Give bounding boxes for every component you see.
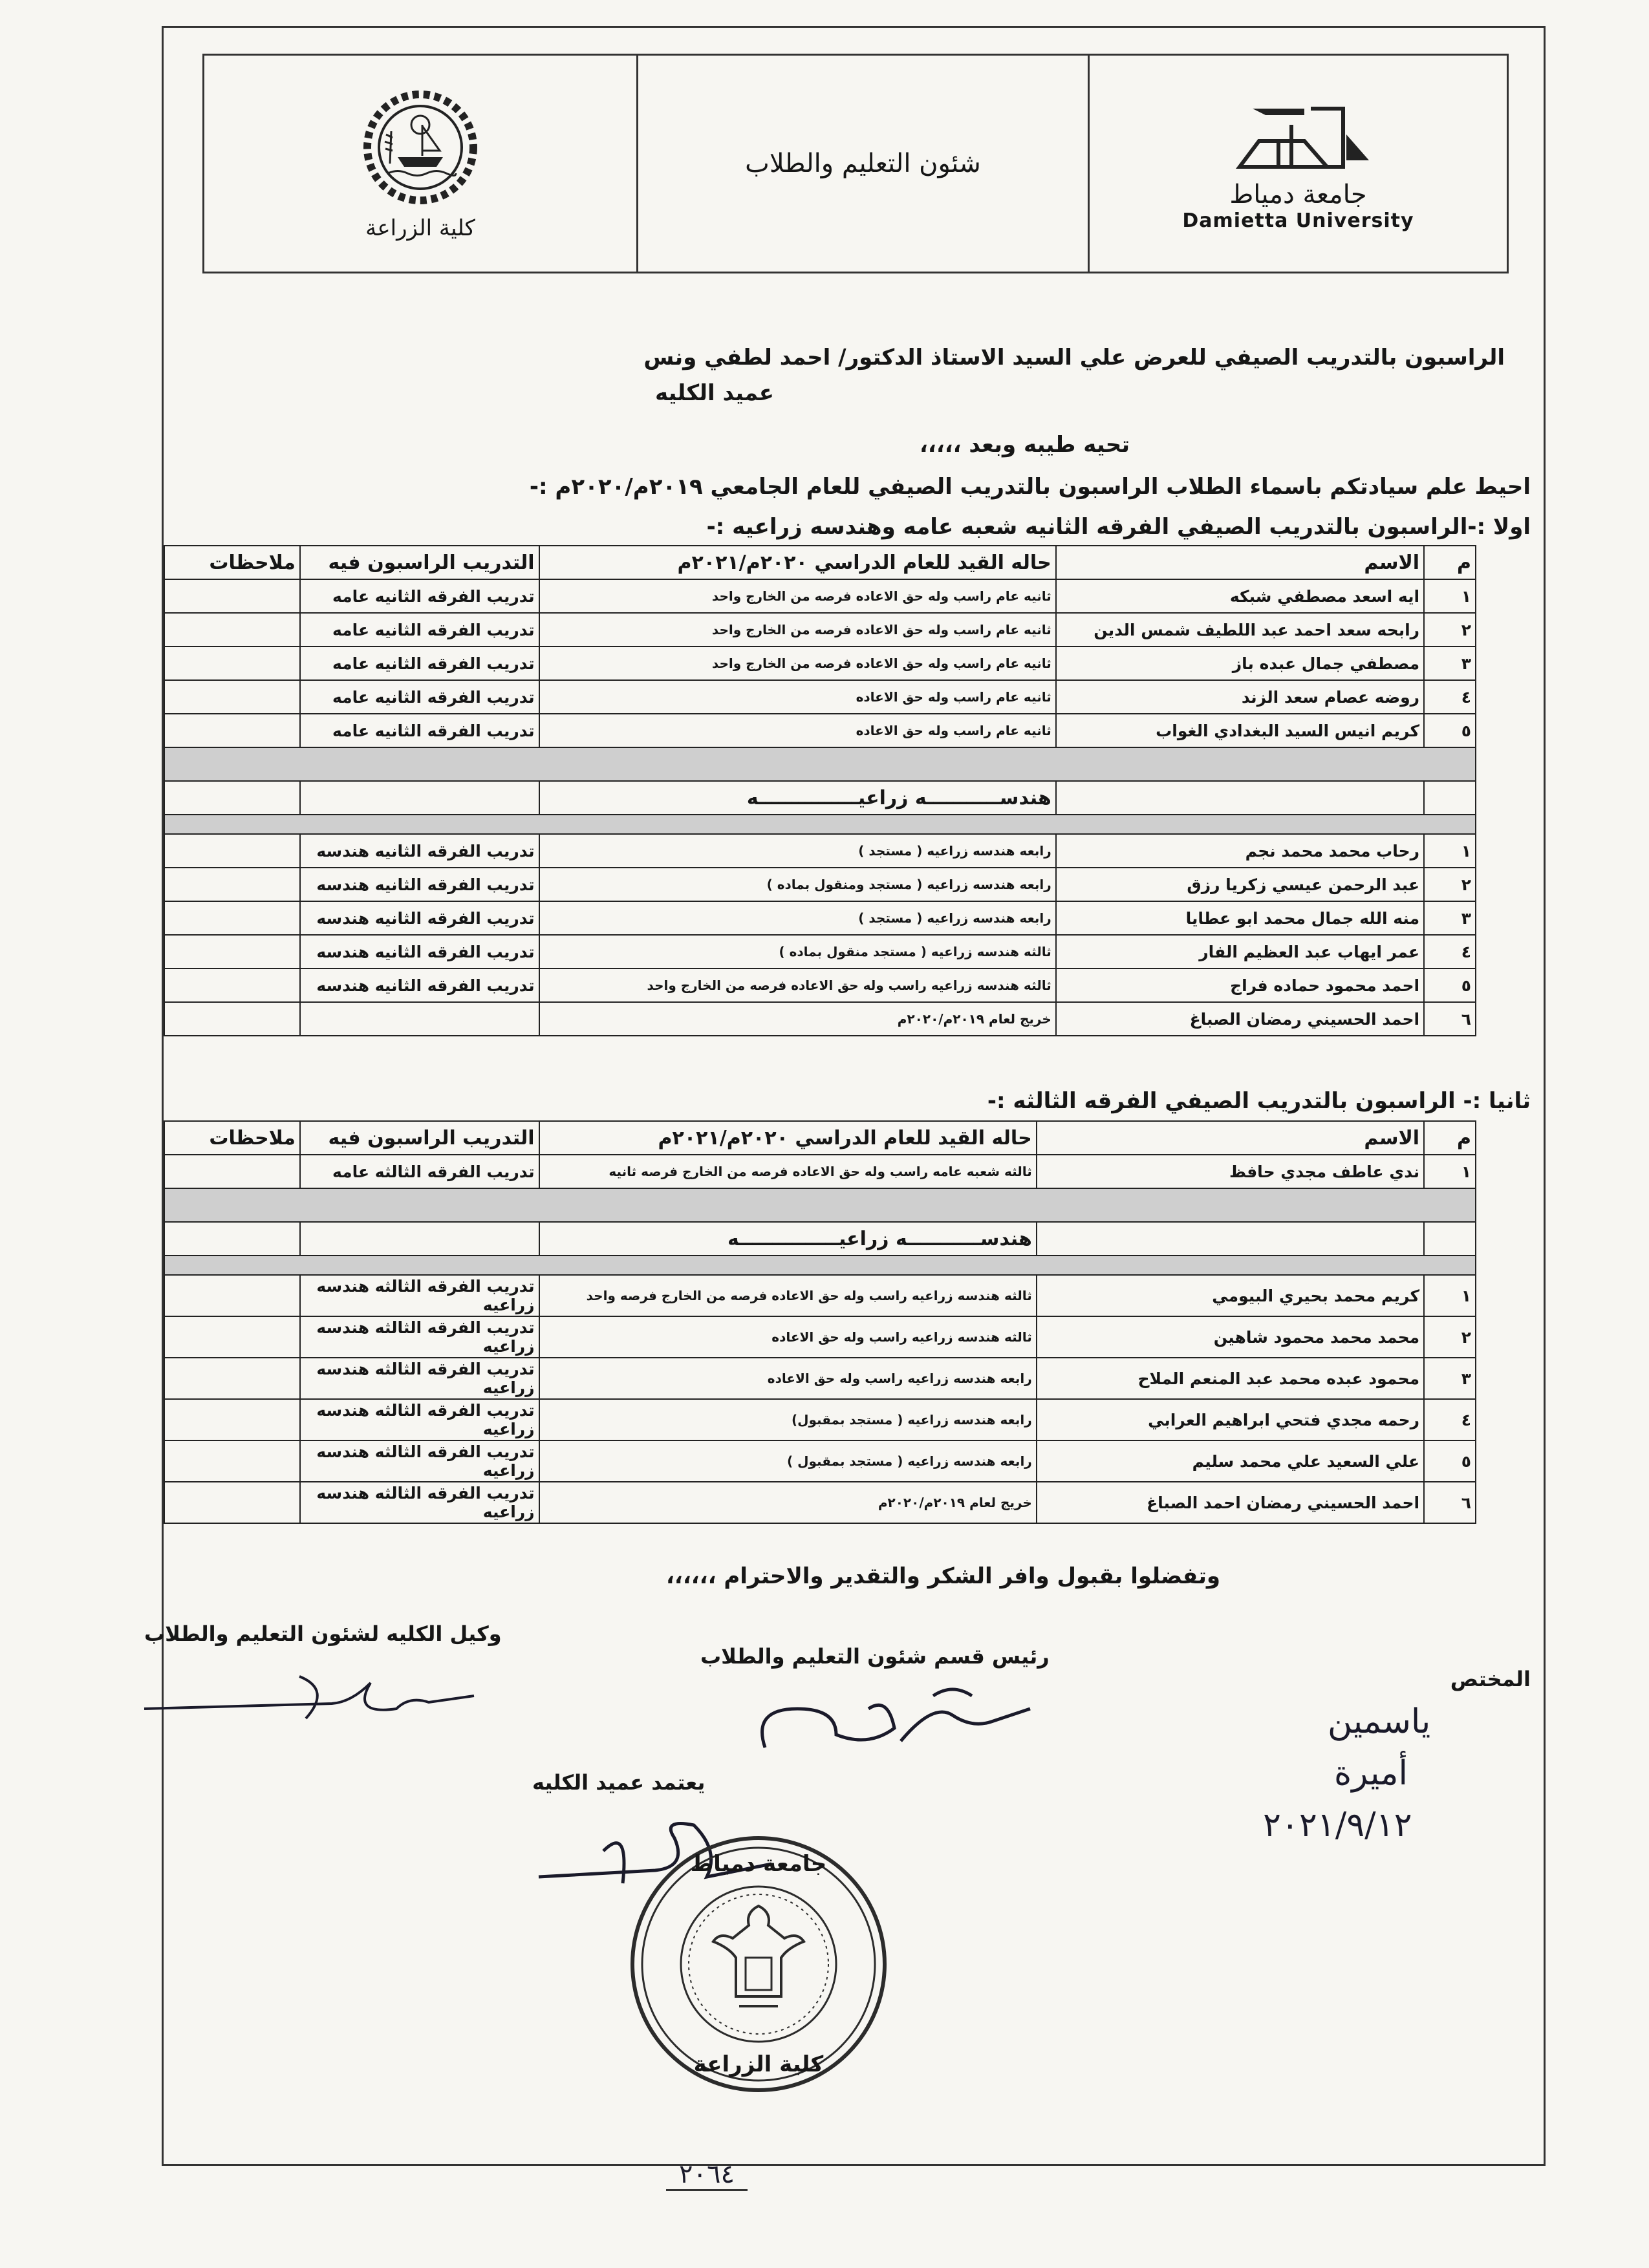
notes-cell: [164, 868, 300, 901]
official-seal: [623, 1828, 894, 2100]
table1-shaded-divider-2: [164, 815, 1476, 834]
clerk-name-1: ياسمين: [1328, 1702, 1431, 1741]
enrollment-status: رابعه هندسه زراعيه ( مستجد ): [539, 834, 1056, 868]
enrollment-status: ثالثه هندسه زراعيه راسب وله حق الاعاده فرصه من الخارج فرصه واحد: [539, 1275, 1037, 1316]
notes-cell: [164, 935, 300, 968]
student-row: [164, 968, 1476, 1002]
closing-text: وتفضلوا بقبول وافر الشكر والتقدير والاحترام ،،،،،،: [666, 1563, 1220, 1589]
student-name: رحمه مجدي فتحي ابراهيم العرابي: [1037, 1399, 1424, 1440]
vice-dean-title: وكيل الكليه لشئون التعليم والطلاب: [144, 1621, 502, 1646]
row-number: ٣: [1424, 901, 1476, 935]
student-row: [164, 834, 1476, 868]
col-num-header: م: [1424, 546, 1476, 579]
notes-cell: [164, 647, 300, 680]
enrollment-status: رابعه هندسه زراعيه ( مستجد بمقبول): [539, 1399, 1037, 1440]
student-row: [164, 1358, 1476, 1399]
row-number: ٣: [1424, 1358, 1476, 1399]
student-name: منه الله جمال محمد ابو عطايا: [1056, 901, 1424, 935]
row-number: ١: [1424, 579, 1476, 613]
vice-dean-signature: [138, 1657, 500, 1728]
seal-bottom-text: كلية الزراعة: [693, 2051, 824, 2077]
student-row: [164, 714, 1476, 747]
student-name: عبد الرحمن عيسي زكريا رزق: [1056, 868, 1424, 901]
row-number: ٣: [1424, 647, 1476, 680]
col-name-header: الاسم: [1037, 1121, 1424, 1155]
row-number: ٥: [1424, 968, 1476, 1002]
university-logo-icon: [1214, 96, 1382, 180]
failed-training: تدريب الفرقه الثالثه هندسه زراعيه: [300, 1316, 539, 1358]
row-number: ٦: [1424, 1482, 1476, 1523]
student-row: [164, 613, 1476, 647]
student-row: [164, 935, 1476, 968]
section1-title: اولا :-الراسبون بالتدريب الصيفي الفرقه الثانيه شعبه عامه وهندسه زراعيه :-: [706, 514, 1531, 540]
col-training-header: التدريب الراسبون فيه: [300, 1121, 539, 1155]
student-name: احمد الحسيني رمضان احمد الصباغ: [1037, 1482, 1424, 1523]
col-num-header: م: [1424, 1121, 1476, 1155]
dean-title: عميد الكليه: [655, 380, 774, 406]
enrollment-status: ثانيه عام راسب وله حق الاعاده فرصه من الخارج واحد: [539, 647, 1056, 680]
row-number: ١: [1424, 1155, 1476, 1188]
row-number: ٢: [1424, 868, 1476, 901]
student-name: رحاب محمد محمد نجم: [1056, 834, 1424, 868]
enrollment-status: ثالثه هندسه زراعيه راسب وله حق الاعاده فرصه من الخارج واحد: [539, 968, 1056, 1002]
col-status-header: حاله القيد للعام الدراسي ٢٠٢٠م/٢٠٢١م: [539, 1121, 1037, 1155]
student-name: عمر ايهاب عبد العظيم الفار: [1056, 935, 1424, 968]
notes-cell: [164, 613, 300, 647]
notes-cell: [164, 1399, 300, 1440]
notes-cell: [164, 1275, 300, 1316]
student-row: [164, 647, 1476, 680]
letterhead: [202, 54, 1509, 273]
table2-shaded-divider-2: [164, 1256, 1476, 1275]
dean-approval: يعتمد عميد الكليه: [532, 1770, 706, 1795]
department-cell: [636, 56, 1088, 272]
row-number: ١: [1424, 1275, 1476, 1316]
failed-training: [300, 1002, 539, 1036]
col-training-header: التدريب الراسبون فيه: [300, 546, 539, 579]
row-number: ٤: [1424, 935, 1476, 968]
enrollment-status: خريج لعام ٢٠١٩م/٢٠٢٠م: [539, 1002, 1056, 1036]
failed-training: تدريب الفرقه الثانيه هندسه: [300, 868, 539, 901]
student-row: [164, 1275, 1476, 1316]
student-row: [164, 1399, 1476, 1440]
table1-shaded-divider: [164, 747, 1476, 781]
notes-cell: [164, 901, 300, 935]
notes-cell: [164, 714, 300, 747]
enrollment-status: ثالثه هندسه زراعيه راسب وله حق الاعاده: [539, 1316, 1037, 1358]
university-name-en: Damietta University: [1182, 209, 1414, 232]
seal-top-text: جامعة دمياط: [690, 1851, 827, 1877]
row-number: ٤: [1424, 680, 1476, 714]
student-row: [164, 901, 1476, 935]
notes-cell: [164, 1358, 300, 1399]
student-row: [164, 868, 1476, 901]
student-name: علي السعيد علي محمد سليم: [1037, 1440, 1424, 1482]
failed-students-table-1: [164, 545, 1476, 1036]
enrollment-status: ثانيه عام راسب وله حق الاعاده فرصه من الخارج واحد: [539, 613, 1056, 647]
row-number: ٢: [1424, 1316, 1476, 1358]
enrollment-status: رابعه هندسه زراعيه راسب وله حق الاعاده: [539, 1358, 1037, 1399]
row-number: ٤: [1424, 1399, 1476, 1440]
failed-training: تدريب الفرقه الثانيه هندسه: [300, 901, 539, 935]
notes-cell: [164, 968, 300, 1002]
enrollment-status: ثانيه عام راسب وله حق الاعاده فرصه من الخارج واحد: [539, 579, 1056, 613]
row-number: ٦: [1424, 1002, 1476, 1036]
faculty-emblem-icon: [346, 86, 495, 209]
section-label: هندســـــــــــه زراعيـــــــــــــــه: [539, 1222, 1037, 1256]
department-name: شئون التعليم والطلاب: [745, 149, 981, 178]
row-number: ٢: [1424, 613, 1476, 647]
row-number: ٥: [1424, 1440, 1476, 1482]
clerk-title: المختص: [1450, 1667, 1531, 1691]
clerk-date: ٢٠٢١/٩/١٢: [1263, 1806, 1412, 1845]
student-row: [164, 1440, 1476, 1482]
student-name: رابحه سعد احمد عبد اللطيف شمس الدين: [1056, 613, 1424, 647]
row-number: ١: [1424, 834, 1476, 868]
failed-training: تدريب الفرقه الثانيه هندسه: [300, 968, 539, 1002]
faculty-logo-cell: [204, 56, 636, 272]
greeting: تحيه طيبه وبعد ،،،،،: [920, 432, 1130, 458]
col-name-header: الاسم: [1056, 546, 1424, 579]
failed-training: تدريب الفرقه الثالثه هندسه زراعيه: [300, 1275, 539, 1316]
failed-training: تدريب الفرقه الثانيه عامه: [300, 680, 539, 714]
student-name: كريم انيس السيد البغدادي الغواب: [1056, 714, 1424, 747]
student-name: مصطفي جمال عبده باز: [1056, 647, 1424, 680]
section-label: هندســـــــــــه زراعيـــــــــــــــه: [539, 781, 1056, 815]
notes-cell: [164, 680, 300, 714]
col-status-header: حاله القيد للعام الدراسي ٢٠٢٠م/٢٠٢١م: [539, 546, 1056, 579]
student-name: احمد الحسيني رمضان الصباغ: [1056, 1002, 1424, 1036]
student-name: محمود عبده محمد عبد المنعم الملاح: [1037, 1358, 1424, 1399]
enrollment-status: رابعه هندسه زراعيه ( مستجد ومنقول بماده ): [539, 868, 1056, 901]
student-name: ندي عاطف مجدي حافظ: [1037, 1155, 1424, 1188]
student-name: احمد محمود حماده فراج: [1056, 968, 1424, 1002]
table1-section-row: [164, 781, 1476, 815]
failed-training: تدريب الفرقه الثانيه عامه: [300, 714, 539, 747]
enrollment-status: ثالثه شعبه عامه راسب وله حق الاعاده فرصه من الخارج فرصه ثانيه: [539, 1155, 1037, 1188]
failed-training: تدريب الفرقه الثانيه هندسه: [300, 935, 539, 968]
scan-mark: ٢٠٦٤: [666, 2159, 748, 2191]
enrollment-status: رابعه هندسه زراعيه ( مستجد ): [539, 901, 1056, 935]
student-row: [164, 680, 1476, 714]
student-row: [164, 1316, 1476, 1358]
student-row: [164, 1155, 1476, 1188]
col-notes-header: ملاحظات: [164, 546, 300, 579]
notes-cell: [164, 1155, 300, 1188]
head-title: رئيس قسم شئون التعليم والطلاب: [700, 1644, 1050, 1669]
student-row: [164, 1482, 1476, 1523]
intro-text: احيط علم سيادتكم باسماء الطلاب الراسبون بالتدريب الصيفي للعام الجامعي ٢٠١٩م/٢٠٢٠م :-: [529, 474, 1531, 500]
failed-training: تدريب الفرقه الثالثه هندسه زراعيه: [300, 1358, 539, 1399]
table2-shaded-divider: [164, 1188, 1476, 1222]
table2-header-row: [164, 1121, 1476, 1155]
col-notes-header: ملاحظات: [164, 1121, 300, 1155]
section2-title: ثانيا :- الراسبون بالتدريب الصيفي الفرقه الثالثه :-: [987, 1088, 1531, 1114]
faculty-name: كلية الزراعة: [365, 215, 475, 241]
notes-cell: [164, 1440, 300, 1482]
failed-training: تدريب الفرقه الثالثه هندسه زراعيه: [300, 1399, 539, 1440]
enrollment-status: ثانيه عام راسب وله حق الاعاده: [539, 714, 1056, 747]
enrollment-status: ثالثه هندسه زراعيه ( مستجد منقول بماده ): [539, 935, 1056, 968]
enrollment-status: رابعه هندسه زراعيه ( مستجد بمقبول ): [539, 1440, 1037, 1482]
notes-cell: [164, 1002, 300, 1036]
student-name: كريم محمد بحيري البيومي: [1037, 1275, 1424, 1316]
student-name: روضه عصام سعد الزند: [1056, 680, 1424, 714]
student-row: [164, 1002, 1476, 1036]
university-name-ar: جامعة دمياط: [1229, 179, 1367, 209]
failed-training: تدريب الفرقه الثانيه عامه: [300, 613, 539, 647]
notes-cell: [164, 1482, 300, 1523]
notes-cell: [164, 1316, 300, 1358]
enrollment-status: خريج لعام ٢٠١٩م/٢٠٢٠م: [539, 1482, 1037, 1523]
table2-section-row: [164, 1222, 1476, 1256]
notes-cell: [164, 579, 300, 613]
failed-training: تدريب الفرقه الثالثه هندسه زراعيه: [300, 1440, 539, 1482]
enrollment-status: ثانيه عام راسب وله حق الاعاده: [539, 680, 1056, 714]
head-signature: [739, 1670, 1075, 1767]
document-frame: [144, 26, 1546, 2166]
letter-subject: الراسبون بالتدريب الصيفي للعرض علي السيد الاستاذ الدكتور/ احمد لطفي ونس: [643, 345, 1505, 370]
university-logo-cell: [1088, 56, 1507, 272]
row-number: ٥: [1424, 714, 1476, 747]
failed-training: تدريب الفرقه الثانيه عامه: [300, 579, 539, 613]
student-name: محمد محمد محمود شاهين: [1037, 1316, 1424, 1358]
failed-training: تدريب الفرقه الثانيه عامه: [300, 647, 539, 680]
failed-training: تدريب الفرقه الثانيه هندسه: [300, 834, 539, 868]
student-row: [164, 579, 1476, 613]
failed-students-table-2: [164, 1120, 1476, 1524]
clerk-name-2: أميرة: [1334, 1754, 1408, 1793]
failed-training: تدريب الفرقه الثالثه عامه: [300, 1155, 539, 1188]
student-name: ايه اسعد مصطفي شبكه: [1056, 579, 1424, 613]
table1-header-row: [164, 546, 1476, 579]
failed-training: تدريب الفرقه الثالثه هندسه زراعيه: [300, 1482, 539, 1523]
notes-cell: [164, 834, 300, 868]
